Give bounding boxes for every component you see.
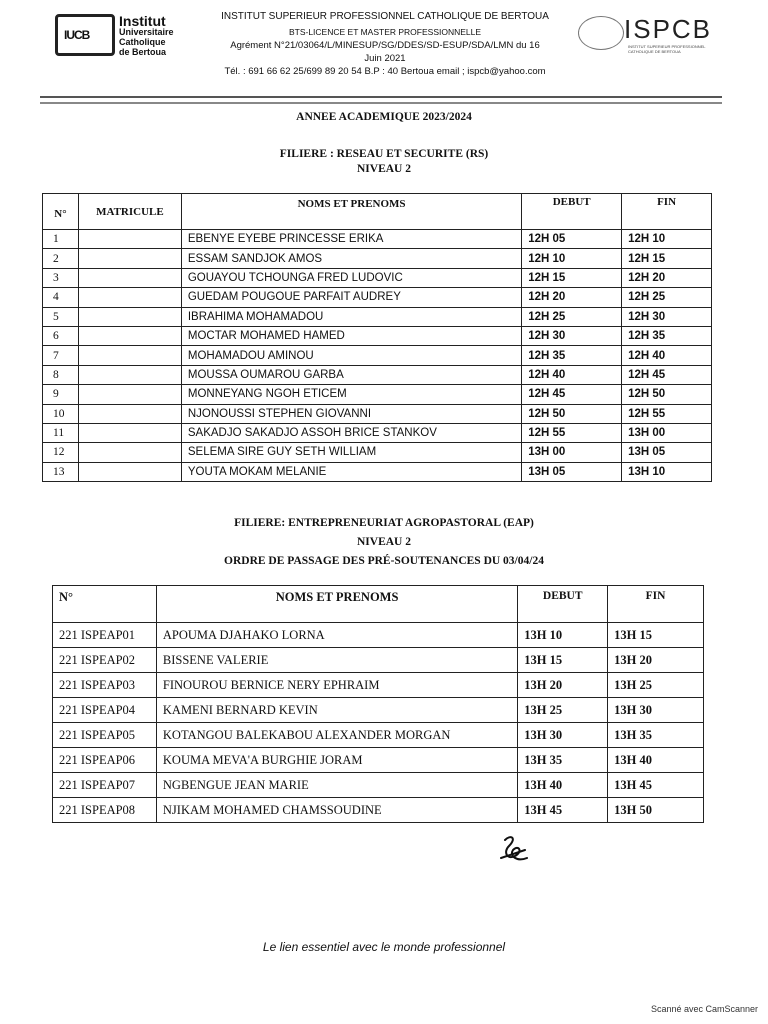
cell-num: 9 (43, 385, 79, 404)
table-row (53, 698, 704, 723)
cell-fin: 13H 10 (622, 462, 712, 481)
cell-fin: 13H 15 (608, 623, 704, 648)
table-row (43, 326, 712, 345)
cell-matricule (78, 385, 181, 404)
ispcb-logo-text: ISPCB (624, 14, 713, 44)
cell-fin: 12H 40 (622, 346, 712, 365)
table-row (43, 462, 712, 481)
cell-name: NGBENGUE JEAN MARIE (156, 773, 517, 798)
cell-name: MOUSSA OUMAROU GARBA (181, 365, 521, 384)
cell-name: ESSAM SANDJOK AMOS (181, 249, 521, 268)
cell-name: MONNEYANG NGOH ETICEM (181, 385, 521, 404)
niveau-eap: NIVEAU 2 (357, 536, 411, 548)
cell-name: MOHAMADOU AMINOU (181, 346, 521, 365)
header-line-programs: BTS-LICENCE ET MASTER PROFESSIONNELLE (288, 27, 482, 37)
cell-matricule (78, 365, 181, 384)
rs-schedule-table (42, 193, 712, 482)
table-row (43, 443, 712, 462)
logo-sub-3: de Bertoua (119, 47, 167, 57)
cell-name: YOUTA MOKAM MELANIE (181, 462, 521, 481)
table-row (53, 773, 704, 798)
col-header-fin: FIN (622, 194, 712, 230)
header-line-date: Juin 2021 (364, 53, 406, 64)
table-row (43, 365, 712, 384)
institution-header (190, 10, 580, 78)
cell-name: MOCTAR MOHAMED HAMED (181, 326, 521, 345)
cell-fin: 12H 35 (622, 326, 712, 345)
cell-num: 3 (43, 268, 79, 287)
filiere-rs-title: FILIERE : RESEAU ET SECURITE (RS) (279, 148, 489, 160)
col-header-fin: FIN (608, 586, 704, 623)
cell-debut: 12H 55 (522, 423, 622, 442)
cell-debut: 13H 05 (522, 462, 622, 481)
cell-debut: 12H 20 (522, 288, 622, 307)
table-row (53, 623, 704, 648)
cell-debut: 12H 45 (522, 385, 622, 404)
niveau-rs: NIVEAU 2 (357, 163, 411, 175)
cell-matricule (78, 230, 181, 249)
logo-sub-2: Catholique (119, 37, 166, 47)
table-row (53, 648, 704, 673)
table-row (43, 346, 712, 365)
cell-fin: 13H 05 (622, 443, 712, 462)
cell-fin: 12H 55 (622, 404, 712, 423)
cell-num: 10 (43, 404, 79, 423)
filiere-eap-title: FILIERE: ENTREPRENEURIAT AGROPASTORAL (EAP) (234, 517, 534, 529)
table-row (43, 307, 712, 326)
table-row (43, 249, 712, 268)
cell-num: 8 (43, 365, 79, 384)
table-row (43, 385, 712, 404)
cell-num: 13 (43, 462, 79, 481)
col-header-names: NOMS ET PRENOMS (156, 586, 517, 623)
header-line-agrement: Agrément N°21/03064/L/MINESUP/SG/DDES/SD-ESUP/SDA/LMN du 16 (230, 40, 540, 51)
col-header-debut: DEBUT (522, 194, 622, 230)
cell-debut: 13H 45 (518, 798, 608, 823)
cell-fin: 12H 45 (622, 365, 712, 384)
cell-fin: 13H 25 (608, 673, 704, 698)
cell-debut: 12H 40 (522, 365, 622, 384)
handwritten-signature (495, 832, 535, 868)
header-line-institution: INSTITUT SUPERIEUR PROFESSIONNEL CATHOLIQUE DE BERTOUA (221, 11, 549, 22)
cell-matricule (78, 423, 181, 442)
rs-table-body (43, 230, 712, 482)
col-header-num: N° (43, 194, 79, 230)
cell-debut: 13H 20 (518, 673, 608, 698)
cell-code: 221 ISPEAP03 (53, 673, 157, 698)
cell-code: 221 ISPEAP04 (53, 698, 157, 723)
iucb-emblem-icon (55, 14, 115, 56)
cell-num: 12 (43, 443, 79, 462)
col-header-num: N° (53, 586, 157, 623)
cell-code: 221 ISPEAP02 (53, 648, 157, 673)
ispcb-logo-tagline: INSTITUT SUPERIEUR PROFESSIONNEL CATHOLIQUE DE BERTOUA (628, 44, 706, 54)
cell-debut: 13H 35 (518, 748, 608, 773)
cell-fin: 13H 20 (608, 648, 704, 673)
cell-name: KAMENI BERNARD KEVIN (156, 698, 517, 723)
cell-name: GOUAYOU TCHOUNGA FRED LUDOVIC (181, 268, 521, 287)
cell-debut: 13H 10 (518, 623, 608, 648)
eap-schedule-table (52, 585, 704, 823)
cell-num: 4 (43, 288, 79, 307)
cell-matricule (78, 307, 181, 326)
cell-debut: 13H 00 (522, 443, 622, 462)
cell-fin: 13H 50 (608, 798, 704, 823)
cell-name: SAKADJO SAKADJO ASSOH BRICE STANKOV (181, 423, 521, 442)
logo-name: Institut (119, 13, 166, 29)
cell-debut: 13H 30 (518, 723, 608, 748)
academic-year: ANNEE ACADEMIQUE 2023/2024 (296, 111, 472, 123)
cell-fin: 13H 35 (608, 723, 704, 748)
cell-name: FINOUROU BERNICE NERY EPHRAIM (156, 673, 517, 698)
cell-debut: 13H 15 (518, 648, 608, 673)
cell-fin: 12H 15 (622, 249, 712, 268)
cell-debut: 13H 25 (518, 698, 608, 723)
cell-num: 7 (43, 346, 79, 365)
cell-fin: 12H 10 (622, 230, 712, 249)
cell-fin: 13H 40 (608, 748, 704, 773)
cell-code: 221 ISPEAP08 (53, 798, 157, 823)
iucb-logo (55, 12, 190, 60)
cell-debut: 13H 40 (518, 773, 608, 798)
cell-num: 2 (43, 249, 79, 268)
cell-matricule (78, 443, 181, 462)
cell-code: 221 ISPEAP06 (53, 748, 157, 773)
cell-debut: 12H 10 (522, 249, 622, 268)
header-line-contact: Tél. : 691 66 62 25/699 89 20 54 B.P : 40 Bertoua email ; ispcb@yahoo.com (224, 66, 546, 77)
cell-name: NJONOUSSI STEPHEN GIOVANNI (181, 404, 521, 423)
cell-debut: 12H 05 (522, 230, 622, 249)
cell-code: 221 ISPEAP07 (53, 773, 157, 798)
cell-fin: 13H 30 (608, 698, 704, 723)
cell-name: SELEMA SIRE GUY SETH WILLIAM (181, 443, 521, 462)
cell-name: IBRAHIMA MOHAMADOU (181, 307, 521, 326)
cell-code: 221 ISPEAP01 (53, 623, 157, 648)
table-row (43, 288, 712, 307)
scanner-watermark: Scanné avec CamScanner (650, 1004, 758, 1014)
cell-matricule (78, 326, 181, 345)
col-header-debut: DEBUT (518, 586, 608, 623)
ispcb-logo (578, 14, 728, 54)
cell-debut: 12H 15 (522, 268, 622, 287)
cell-name: KOUMA MEVA'A BURGHIE JORAM (156, 748, 517, 773)
table-row (53, 748, 704, 773)
logo-monogram: IUCB (64, 28, 90, 42)
cell-name: NJIKAM MOHAMED CHAMSSOUDINE (156, 798, 517, 823)
cell-matricule (78, 249, 181, 268)
eap-table-body (53, 623, 704, 823)
table-row (43, 404, 712, 423)
cell-fin: 12H 25 (622, 288, 712, 307)
col-header-names: NOMS ET PRENOMS (181, 194, 521, 230)
header-divider (40, 96, 722, 104)
cell-name: EBENYE EYEBE PRINCESSE ERIKA (181, 230, 521, 249)
col-header-matricule: MATRICULE (78, 194, 181, 230)
cell-fin: 12H 20 (622, 268, 712, 287)
cell-num: 1 (43, 230, 79, 249)
cell-fin: 13H 00 (622, 423, 712, 442)
table-row (43, 230, 712, 249)
cell-name: KOTANGOU BALEKABOU ALEXANDER MORGAN (156, 723, 517, 748)
cell-matricule (78, 462, 181, 481)
logo-sub-1: Universitaire (119, 27, 174, 37)
cell-matricule (78, 346, 181, 365)
cell-fin: 13H 45 (608, 773, 704, 798)
cell-name: GUEDAM POUGOUE PARFAIT AUDREY (181, 288, 521, 307)
cell-debut: 12H 25 (522, 307, 622, 326)
table-row (43, 423, 712, 442)
cell-fin: 12H 50 (622, 385, 712, 404)
cell-fin: 12H 30 (622, 307, 712, 326)
table-row (53, 798, 704, 823)
cell-debut: 12H 50 (522, 404, 622, 423)
cell-code: 221 ISPEAP05 (53, 723, 157, 748)
cell-matricule (78, 268, 181, 287)
cell-name: APOUMA DJAHAKO LORNA (156, 623, 517, 648)
cell-matricule (78, 404, 181, 423)
table-row (53, 723, 704, 748)
ispcb-emblem-icon (578, 16, 624, 50)
cell-num: 5 (43, 307, 79, 326)
cell-name: BISSENE VALERIE (156, 648, 517, 673)
table-row (43, 268, 712, 287)
footer-motto: Le lien essentiel avec le monde professionnel (262, 940, 506, 954)
cell-matricule (78, 288, 181, 307)
cell-debut: 12H 35 (522, 346, 622, 365)
ordre-passage: ORDRE DE PASSAGE DES PRÉ-SOUTENANCES DU 03/04/24 (224, 555, 544, 567)
table-row (53, 673, 704, 698)
cell-num: 11 (43, 423, 79, 442)
cell-debut: 12H 30 (522, 326, 622, 345)
cell-num: 6 (43, 326, 79, 345)
